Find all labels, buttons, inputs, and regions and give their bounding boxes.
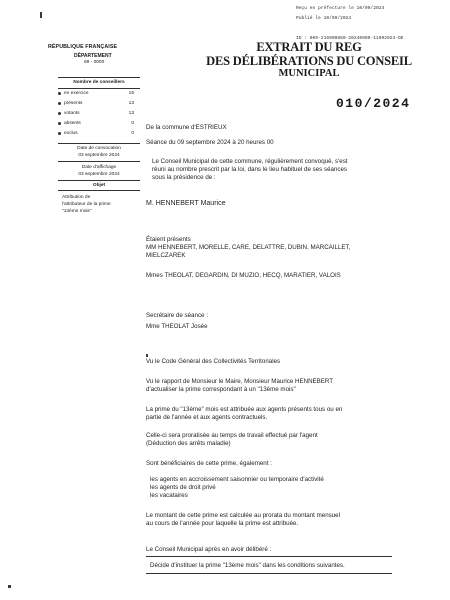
p4-line: Sont bénéficiaires de cette prime, également : [146, 460, 272, 467]
title-line-1: EXTRAIT DU REG [256, 40, 362, 54]
counts-title: Nombre de conseillers [73, 80, 125, 85]
title-line-3: MUNICIPAL [278, 68, 340, 79]
convocation-date: 03 septembre 2024 [78, 153, 120, 158]
beneficiary-item: les vacataires [150, 492, 188, 499]
presents-label: Étaient présents [146, 236, 191, 243]
p5-line: au cours de l'année pour laquelle la prime est attribuée. [146, 520, 299, 527]
p3-line: Celle-ci sera proratisée au temps de travail effectué par l'agent [146, 432, 318, 439]
department-code: 69 - 0000 [84, 60, 105, 65]
president-name: M. HENNEBERT Maurice [146, 200, 226, 207]
objet-line: l'attributeur de la prime [62, 202, 111, 207]
stamp-line: Reçu en préfecture le 10/09/2024 [296, 6, 385, 11]
p2-line: La prime du "13ème" mois est attribuée aux agents présents tous ou en [146, 406, 343, 413]
objet-label: Objet [92, 183, 106, 188]
affichage-label: Date d'affichage [81, 165, 117, 170]
intro-line: réuni au nombre prescrit par la loi, dans le lieu habituel de ses séances [152, 166, 348, 173]
p5-line: Le montant de cette prime est calculée au prorata du montant mensuel [146, 512, 340, 519]
commune-label: De la commune d'ESTRIEUX [146, 124, 227, 131]
secretaire-label: Secrétaire de séance : [146, 312, 208, 319]
objet-line: "13ème mois" [62, 209, 92, 214]
presents-line: MIELCZAREK [146, 252, 186, 259]
decision-line: Décide d'instituer la prime "13ème mois" dans les conditions suivantes. [150, 562, 345, 569]
beneficiary-item: les agents en accroissement saisonnier ou temporaire d'activité [150, 476, 324, 483]
intro-line: Le Conseil Municipal de cette commune, régulièrement convoqué, s'est [152, 158, 348, 165]
stamp-text [296, 6, 404, 41]
objet-line: Attribution de [62, 195, 91, 200]
p1-line: d'actualiser la prime correspondant à un "13ème mois" [146, 386, 296, 393]
convocation-label: Date de convocation [77, 146, 121, 151]
republic-label: RÉPUBLIQUE FRANÇAISE [48, 44, 118, 50]
presents-line: Mmes THEOLAT, DEGARDIN, DI MUZIO, HECQ, MARATIER, VALOIS [146, 272, 341, 279]
intro-line: sous la présidence de : [152, 174, 216, 181]
beneficiary-item: les agents de droit privé [150, 484, 216, 491]
department-label: DÉPARTEMENT [74, 53, 112, 59]
vu-line: Vu le Code Général des Collectivités Territoriales [146, 358, 281, 365]
deliberation-number: 010/2024 [336, 96, 411, 111]
stamp-line: ID : 069-216900860-20240909-11092024-DE [296, 35, 404, 41]
stamp-line: Publié le 10/09/2024 [296, 16, 352, 22]
secretaire-name: Mme THEOLAT Josée [146, 323, 208, 330]
seance-date: Séance du 09 septembre 2024 à 20 heures 00 [146, 139, 274, 146]
presents-line: MM HENNEBERT, MORELLE, CARE, DELATTRE, DUBIN, MARCAILLET, [146, 244, 351, 251]
title-line-2: DES DÉLIBÉRATIONS DU CONSEIL [206, 54, 412, 68]
p3-line: (Déduction des arrêts maladie) [146, 440, 231, 447]
p6-line: Le Conseil Municipal après en avoir délibéré : [146, 546, 272, 553]
p1-line: Vu le rapport de Monsieur le Maire, Monsieur Maurice HENNEBERT [146, 378, 334, 385]
affichage-date: 03 septembre 2024 [78, 172, 120, 177]
p2-line: partie de l'année et aux agents contractuels. [146, 414, 268, 421]
